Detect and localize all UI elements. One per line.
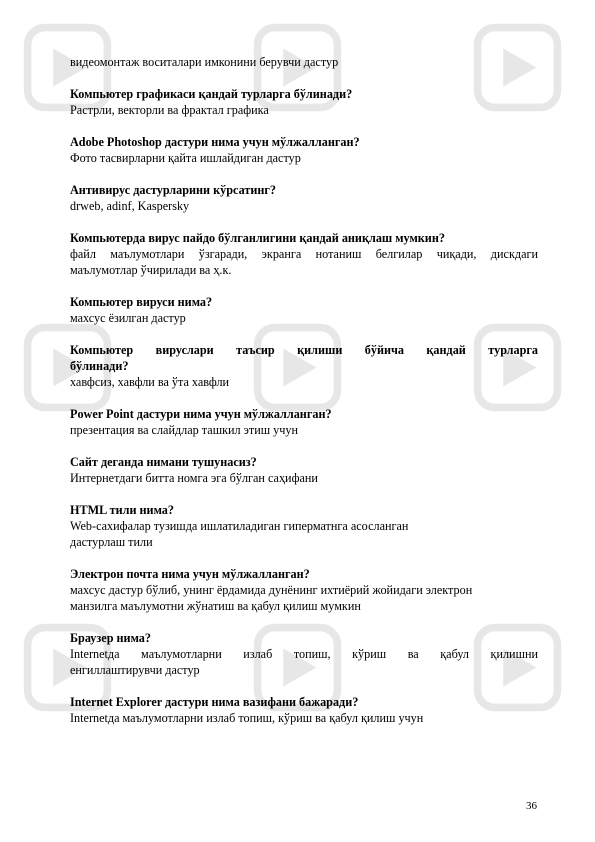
qa-item bbox=[70, 454, 538, 486]
question: Антивирус дастурларини кўрсатинг? bbox=[70, 183, 277, 197]
question: Браузер нима? bbox=[70, 631, 151, 645]
intro-line: видеомонтаж воситалари имконини берувчи дастур bbox=[70, 55, 339, 69]
qa-item bbox=[70, 86, 538, 118]
qa-item bbox=[70, 630, 538, 678]
answer: махсус ёзилган дастур bbox=[70, 311, 186, 325]
question: Сайт деганда нимани тушунасиз? bbox=[70, 455, 257, 469]
intro-block bbox=[70, 54, 538, 70]
question: Adobe Photoshop дастури нима учун мўлжалланган? bbox=[70, 135, 360, 149]
answer-line: Web-сахифалар тузишда ишлатиладиган гиперматнга асосланган bbox=[70, 519, 409, 533]
qa-item bbox=[70, 342, 538, 390]
question: Компьютерда вирус пайдо бўлганлигини қандай аниқлаш мумкин? bbox=[70, 231, 445, 245]
qa-item bbox=[70, 694, 538, 726]
answer-line: дастурлаш тили bbox=[70, 535, 153, 549]
answer: Internetда маълумотларни излаб топиш, кўриш ва қабул қилиш учун bbox=[70, 711, 424, 725]
question-line: бўлинади? bbox=[70, 359, 129, 373]
question: Компьютер графикаси қандай турларга бўлинади? bbox=[70, 87, 353, 101]
qa-item bbox=[70, 182, 538, 214]
answer: Интернетдаги битта номга эга бўлган саҳифани bbox=[70, 471, 318, 485]
answer-line: маълумотлар ўчирилади ва ҳ.к. bbox=[70, 263, 232, 277]
qa-item bbox=[70, 406, 538, 438]
qa-item bbox=[70, 566, 538, 614]
answer-line: Internetда маълумотларни излаб топиш, кўриш ва қабул қилишни bbox=[70, 647, 538, 661]
qa-item bbox=[70, 134, 538, 166]
page-number: 36 bbox=[526, 800, 537, 812]
question: Power Point дастури нима учун мўлжалланган? bbox=[70, 407, 332, 421]
answer: Фото тасвирларни қайта ишлайдиган дастур bbox=[70, 151, 301, 165]
answer-line: енгиллаштирувчи дастур bbox=[70, 663, 200, 677]
document-page bbox=[70, 54, 538, 742]
answer: drweb, adinf, Kaspersky bbox=[70, 199, 190, 213]
question: Электрон почта нима учун мўлжалланган? bbox=[70, 567, 310, 581]
answer: презентация ва слайдлар ташкил этиш учун bbox=[70, 423, 298, 437]
answer-line: файл маълумотлари ўзгаради, экранга нотаниш белгилар чиқади, дискдаги bbox=[70, 247, 538, 261]
answer-line: махсус дастур бўлиб, унинг ёрдамида дунёнинг ихтиёрий жойидаги электрон bbox=[70, 583, 473, 597]
question: Компьютер вируси нима? bbox=[70, 295, 213, 309]
question: Internet Explorer дастури нима вазифани бажаради? bbox=[70, 695, 359, 709]
answer: Растрли, векторли ва фрактал графика bbox=[70, 103, 269, 117]
answer-line: манзилга маълумотни жўнатиш ва қабул қилиш мумкин bbox=[70, 599, 361, 613]
qa-item bbox=[70, 230, 538, 278]
question-line: Компьютер вируслари таъсир қилиши бўйича қандай турларга bbox=[70, 343, 538, 357]
answer: хавфсиз, хавфли ва ўта хавфли bbox=[70, 375, 230, 389]
qa-item bbox=[70, 294, 538, 326]
question: HTML тили нима? bbox=[70, 503, 174, 517]
qa-item bbox=[70, 502, 538, 550]
